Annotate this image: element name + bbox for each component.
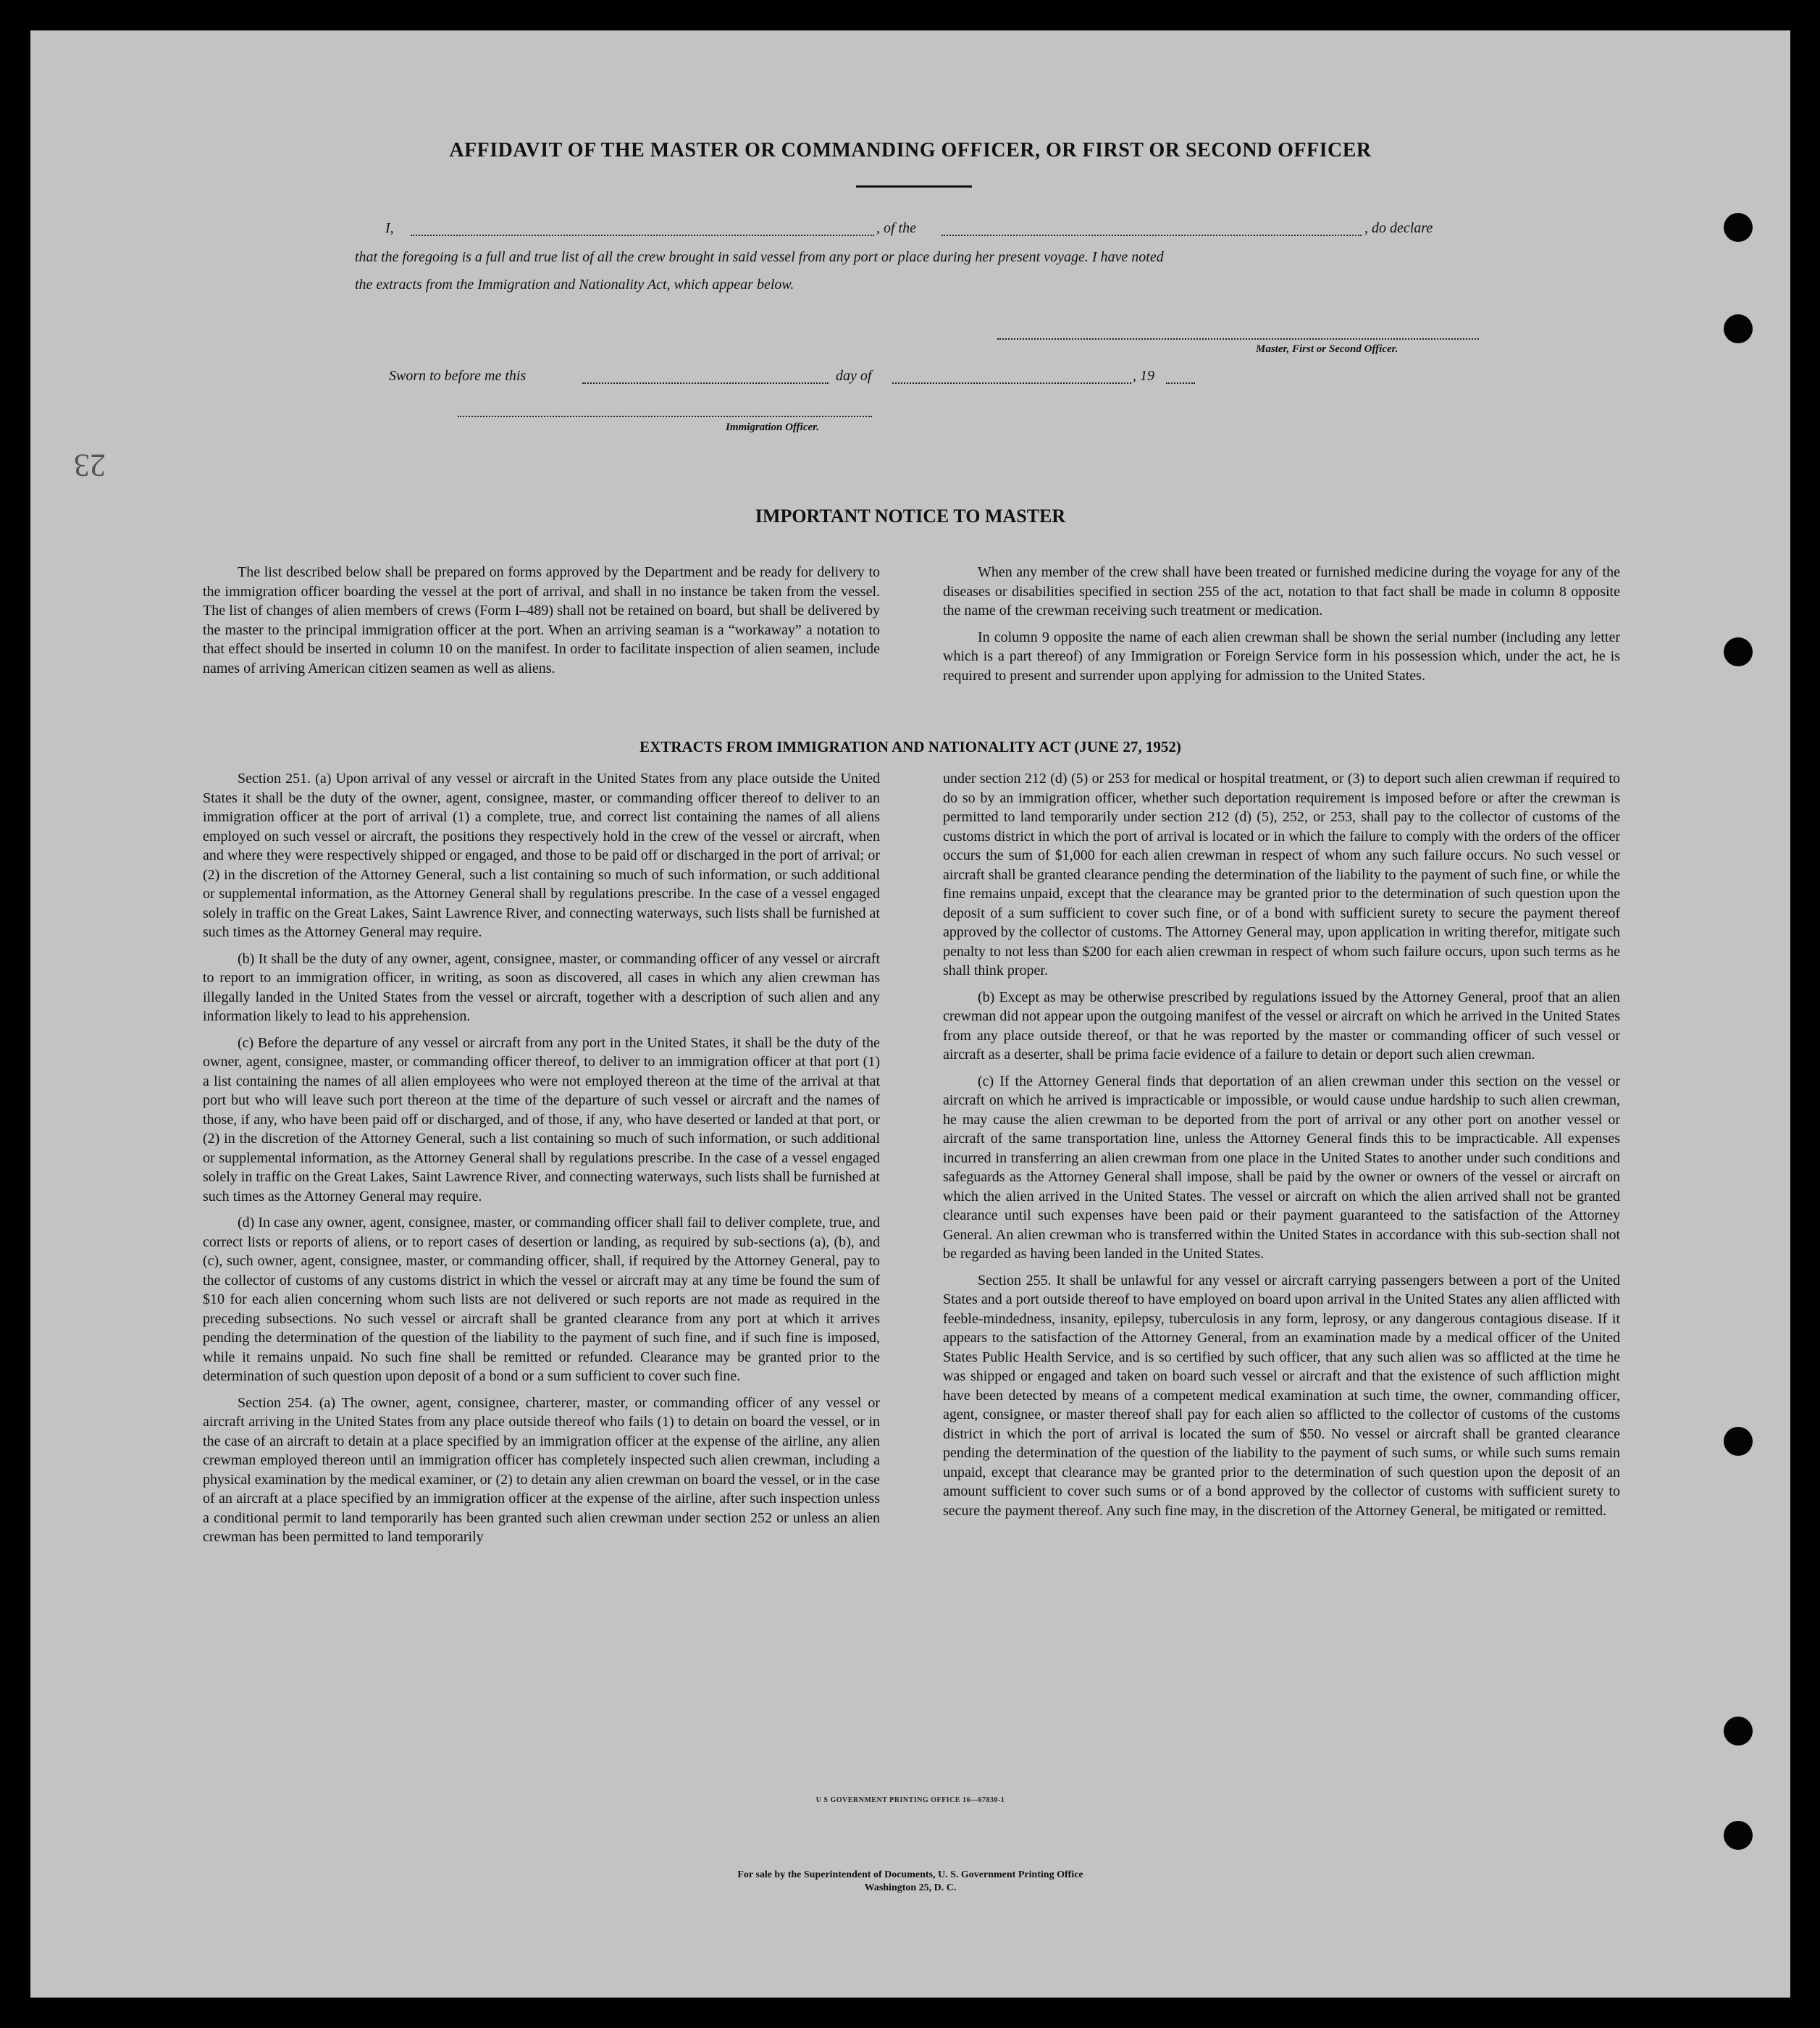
extracts-left-column: [203, 769, 880, 1554]
act-section-paragraph: (b) It shall be the duty of any owner, agent, consignee, master, or commanding officer of any vessel or aircraft to report to an immigration officer, in writing, as soon as discovered, all cases in which any alien crewman has illegally landed in the United States from the vessel or aircraft, together with a description of such alien and any information likely to lead to his apprehension.: [203, 950, 880, 1024]
act-section-paragraph: Section 254. (a) The owner, agent, consignee, charterer, master, or commanding officer of any vessel or aircraft arriving in the United States from any place outside thereof who fails (1) to detain on board the vessel, or in the case of an aircraft to detain at a place specified by an immigration officer at the expense of the airline, any alien crewman employed thereon until an immigration officer has completely inspected such alien crewman, including a physical examination by the medical examiner, or (2) to detain any alien crewman on board the vessel, or in the case of an aircraft at a place specified by an immigration officer at the expense of the airline, after such inspection unless a conditional permit to land temporarily has been granted such alien crewman under section 252 or unless an alien crewman has been permitted to land temporarily: [203, 1394, 880, 1545]
act-section-paragraph: (c) If the Attorney General finds that deportation of an alien crewman under this section on the vessel or aircraft on which he arrived is impracticable or impossible, or would cause undue hardship to such alien crewman, he may cause the alien crewman to be deported from the port of arrival or any other port on another vessel or aircraft of the same transportation line, unless the Attorney General finds this to be impracticable. All expenses incurred in transferring an alien crewman from one place in the United States to another under such conditions and safeguards as the Attorney General shall impose, shall be paid by the owner or owners of the vessel or aircraft on which the alien arrived in the United States. The vessel or aircraft on which the alien arrived shall not be granted clearance until such expenses have been paid or their payment guaranteed to the satisfaction of the Attorney General. An alien crewman who is transferred within the United States in accordance with this sub-section shall not be regarded as having been landed in the United States.: [943, 1073, 1620, 1262]
sale-line-1: For sale by the Superintendent of Documents, U. S. Government Printing Office: [737, 1869, 1083, 1880]
sworn-day-field[interactable]: [582, 382, 829, 384]
day-of-label: day of: [836, 368, 872, 384]
sale-notice: [30, 1869, 1790, 1895]
act-section-paragraph: (b) Except as may be otherwise prescribed by regulations issued by the Attorney General, proof that an alien crewman did not appear upon the outgoing manifest of the vessel or aircraft on which he arrived in the United States from any place outside thereof, or that he was reported by the master or commanding officer of such vessel or aircraft as a deserter, shall be prima facie evidence of a failure to detain or deport such alien crewman.: [943, 989, 1620, 1063]
form-page: [30, 30, 1790, 1998]
sworn-month-field[interactable]: [892, 382, 1131, 384]
sale-line-2: Washington 25, D. C.: [864, 1882, 957, 1893]
affidavit-do-declare: , do declare: [1364, 220, 1433, 236]
affidavit-line-3: the extracts from the Immigration and Nationality Act, which appear below.: [355, 277, 794, 293]
immigration-officer-signature-field[interactable]: [458, 416, 872, 417]
binder-hole: [1724, 637, 1753, 666]
master-signature-field[interactable]: [997, 338, 1479, 340]
affidavit-title: AFFIDAVIT OF THE MASTER OR COMMANDING OFFICER, OR FIRST OR SECOND OFFICER: [449, 139, 1372, 162]
extracts-right-column: [943, 769, 1620, 1528]
affidavit-i-label: I,: [385, 220, 394, 236]
notice-paragraph: The list described below shall be prepared on forms approved by the Department and be ready for delivery to the immigration officer boarding the vessel at the port of arrival, and shall in no instance be taken from the vessel. The list of changes of alien members of crews (Form I–489) shall not be retained on board, but shall be delivered by the master to the principal immigration officer at the port. When an arriving seaman is a “workaway” a notation to that effect should be inserted in column 10 on the manifest. In order to facilitate inspection of alien seamen, include names of arriving American citizen seamen as well as aliens.: [203, 564, 880, 676]
name-field[interactable]: [411, 235, 874, 236]
sworn-label: Sworn to before me this: [389, 368, 527, 384]
act-section-paragraph: (c) Before the departure of any vessel or aircraft from any port in the United States, it shall be the duty of the owner, agent, consignee, master, or commanding officer thereof, to deliver to an immigration officer at that port (1) a list containing the names of all alien employees who were not employed thereon at the time of the arrival at that port but who will leave such port thereon at the time of the departure of such vessel or aircraft and the names of those, if any, who have been paid off or discharged, and of those, if any, who have deserted or landed at that port, or (2) in the discretion of the Attorney General, such a list containing so much of such information, or such additional or supplemental information, as the Attorney General shall by regulations prescribe. In the case of a vessel engaged solely in traffic on the Great Lakes, Saint Lawrence River, and connecting waterways, such lists shall be furnished at such times as the Attorney General may require.: [203, 1034, 880, 1204]
affidavit-line-2: that the foregoing is a full and true list of all the crew brought in said vessel from any port or place during her present voyage. I have noted: [355, 249, 1164, 265]
binder-hole: [1724, 213, 1753, 242]
title-rule: [856, 185, 972, 188]
notice-paragraph: When any member of the crew shall have been treated or furnished medicine during the voyage for any of the diseases or disabilities specified in section 255 of the act, notation to that fact shall be made in column 8 opposite the name of the crewman receiving such treatment or medication.: [943, 564, 1620, 619]
notice-paragraph: In column 9 opposite the name of each alien crewman shall be shown the serial number (including any letter which is a part thereof) of any Immigration or Foreign Service form in his possession which, under the act, he is required to present and surrender upon applying for admission to the United States.: [943, 629, 1620, 684]
binder-hole: [1724, 1717, 1753, 1746]
notice-title: IMPORTANT NOTICE TO MASTER: [755, 506, 1066, 527]
affidavit-of-the-label: , of the: [876, 220, 916, 236]
act-section-paragraph: under section 212 (d) (5) or 253 for medical or hospital treatment, or (3) to deport such alien crewman if required to do so by an immigration officer, whether such deportation requirement is imposed before or after the crewman is permitted to land temporarily under section 212 (d) (5), 252, or 253, shall pay to the collector of customs of the customs district in which the port of arrival is located or in which the failure to comply with the orders of the officer occurs the sum of $1,000 for each alien crewman in respect of whom any such failure occurs. No such vessel or aircraft shall be granted clearance pending the determination of the liability to the payment of such fine, or while the fine remains unpaid, except that the clearance may be granted prior to the determination of such question upon the deposit of a sum sufficient to cover such fine, or of a bond with sufficient surety to secure the payment thereof approved by the collector of customs. The Attorney General may, upon application in writing therefor, mitigate such penalty to not less than $200 for each alien crewman in respect of whom such failure occurs, upon such terms as he shall think proper.: [943, 771, 1620, 979]
act-section-paragraph: (d) In case any owner, agent, consignee, master, or commanding officer shall fail to deliver complete, true, and correct lists or reports of aliens, or to report cases of desertion or landing, as required by sub-sections (a), (b), and (c), such owner, agent, consignee, master, or commanding officer, shall, if required by the Attorney General, pay to the collector of customs of any customs district in which the vessel or aircraft may at any time be found the sum of $10 for each alien concerning whom such lists are not delivered or such reports are not made as required in the preceding subsections. No such vessel or aircraft shall be granted clearance from any port at which it arrives pending the determination of the question of the liability to the payment of such fine, and if such fine is imposed, while it remains unpaid. No such fine shall be remitted or refunded. Clearance may be granted prior to the determination of such question upon deposit of a bond or a sum sufficient to cover such fine.: [203, 1215, 880, 1384]
printing-office-imprint: U S GOVERNMENT PRINTING OFFICE 16—67830-1: [815, 1796, 1005, 1804]
page-number-mark: 23: [74, 448, 106, 483]
binder-hole: [1724, 1821, 1753, 1850]
sworn-year-field[interactable]: [1166, 382, 1195, 384]
notice-left-column: [203, 563, 880, 685]
act-section-paragraph: Section 251. (a) Upon arrival of any vessel or aircraft in the United States from any place outside the United States it shall be the duty of the owner, agent, consignee, master, or commanding officer thereof to deliver to an immigration officer at the port of arrival (1) a complete, true, and correct list containing the names of all aliens employed on such vessel or aircraft, the positions they respectively hold in the crew of the vessel or aircraft, when and where they were respectively shipped or engaged, and those to be paid off or discharged in the port of arrival; or (2) in the discretion of the Attorney General, such a list containing so much of such information, or such additional or supplemental information, as the Attorney General shall by regulations prescribe. In the case of a vessel engaged solely in traffic on the Great Lakes, Saint Lawrence River, and connecting waterways, such lists shall be furnished at such times as the Attorney General may require.: [203, 771, 880, 940]
master-signature-caption: Master, First or Second Officer.: [1256, 343, 1398, 355]
year-label: , 19: [1133, 368, 1154, 384]
notice-right-column: [943, 563, 1620, 692]
binder-hole: [1724, 1427, 1753, 1456]
immigration-officer-caption: Immigration Officer.: [726, 422, 819, 433]
act-section-paragraph: Section 255. It shall be unlawful for any vessel or aircraft carrying passengers between a port of the United States and a port outside thereof to have employed on board upon arrival in the United States any alien afflicted with feeble-mindedness, insanity, epilepsy, tuberculosis in any form, leprosy, or any dangerous contagious disease. If it appears to the satisfaction of the Attorney General, from an examination made by a medical officer of the United States Public Health Service, and is so certified by such officer, that any such alien was so afflicted at the time he was shipped or engaged and taken on board such vessel or aircraft and that the existence of such affliction might have been detected by means of a competent medical examination at such time, the owner, commanding officer, agent, consignee, or master thereof shall pay for each alien so afflicted to the collector of customs of the customs district in which the port of arrival is located the sum of $50. No vessel or aircraft shall be granted clearance pending the determination of the question of the liability to the payment of such sums, or while such sums remain unpaid, except that clearance may be granted prior to the determination of such question upon the deposit of an amount sufficient to cover such sums or of a bond approved by the collector of customs with sufficient surety to secure the payment thereof. Any such fine may, in the discretion of the Attorney General, be mitigated or remitted.: [943, 1272, 1620, 1519]
extracts-title: EXTRACTS FROM IMMIGRATION AND NATIONALITY ACT (JUNE 27, 1952): [639, 738, 1181, 755]
vessel-field[interactable]: [942, 235, 1362, 236]
binder-hole: [1724, 314, 1753, 343]
